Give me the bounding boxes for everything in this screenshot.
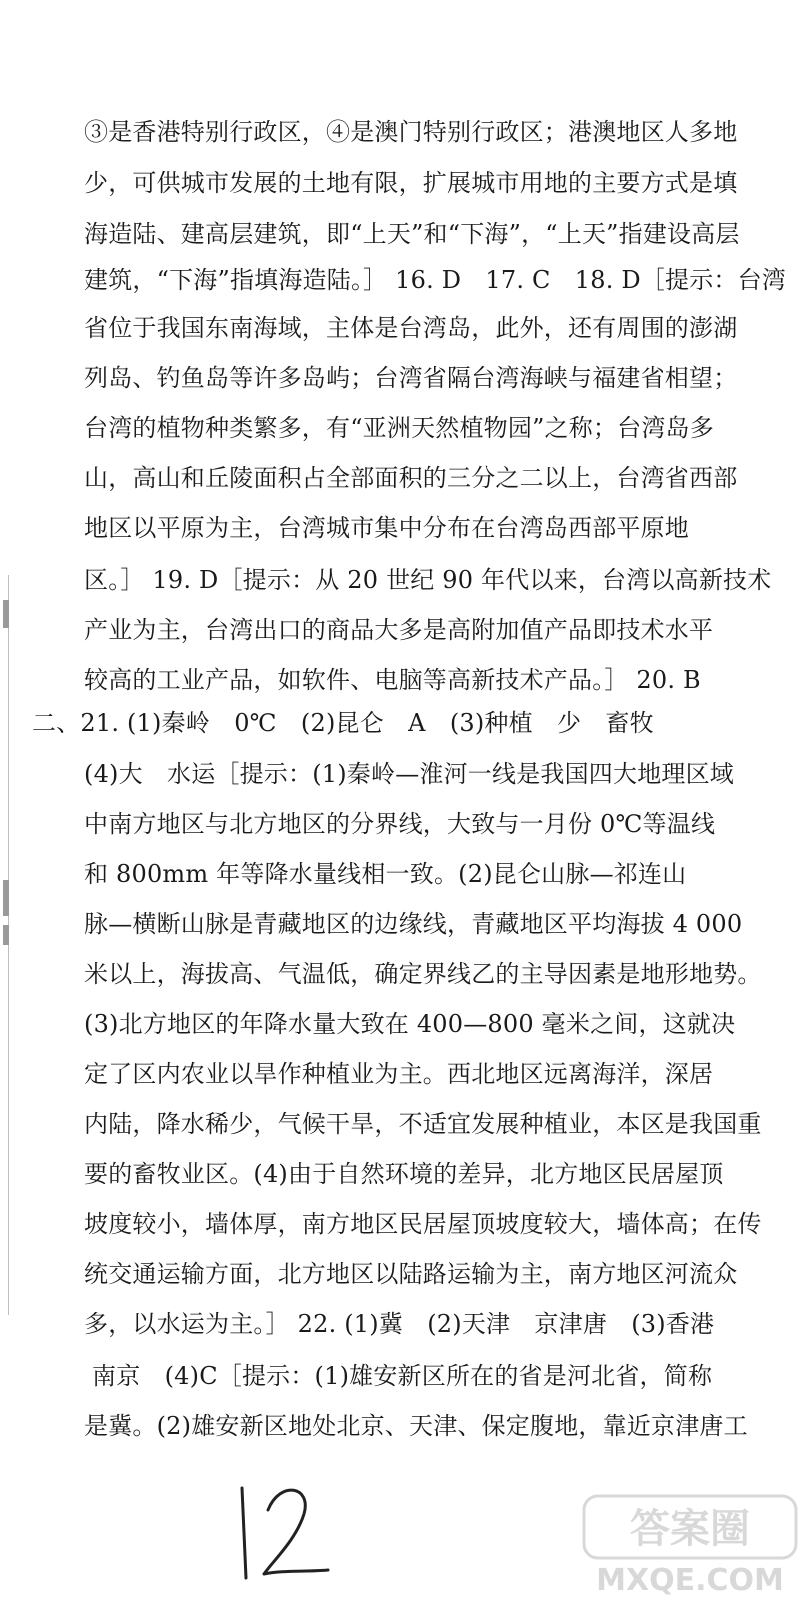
answer-text-line: 坡度较小，墙体厚，南方地区民居屋顶坡度较大，墙体高；在传 [84,1210,762,1238]
answer-text-line: 米以上，海拔高、气温低，确定界线乙的主导因素是地形地势。 [84,960,762,988]
answer-text-line: (4)大 水运［提示：(1)秦岭—淮河一线是我国四大地理区域 [84,760,734,788]
answer-text-line: 脉—横断山脉是青藏地区的边缘线，青藏地区平均海拔 4 000 [84,910,743,938]
answer-text-line: ③是香港特别行政区，④是澳门特别行政区；港澳地区人多地 [84,118,738,146]
answer-text-line: 南京 (4)C［提示：(1)雄安新区所在的省是河北省，简称 [92,1362,713,1390]
answer-text-line: 海造陆、建高层建筑，即“上天”和“下海”，“上天”指建设高层 [84,220,740,248]
answer-text-line: 定了区内农业以旱作种植业为主。西北地区远离海洋，深居 [84,1060,714,1088]
watermark-logo [580,1490,800,1600]
answer-text-line: 建筑，“下海”指填海造陆。］ 16. D 17. C 18. D［提示：台湾 [84,266,787,294]
margin-mark [3,880,9,916]
answer-text-line: 山，高山和丘陵面积占全部面积的三分之二以上，台湾省西部 [84,464,738,492]
answer-text-line: 是冀。(2)雄安新区地处北京、天津、保定腹地，靠近京津唐工 [84,1412,748,1440]
margin-mark [3,925,9,945]
watermark-logo-text: 答案圈 [630,1506,750,1552]
answer-text-line: 省位于我国东南海域，主体是台湾岛，此外，还有周围的澎湖 [84,314,738,342]
answer-text-line: 列岛、钓鱼岛等许多岛屿；台湾省隔台湾海峡与福建省相望； [84,364,738,392]
answer-text-line: 要的畜牧业区。(4)由于自然环境的差异，北方地区民居屋顶 [84,1160,724,1188]
margin-mark [3,600,9,628]
answer-text-line: (3)北方地区的年降水量大致在 400—800 毫米之间，这就决 [84,1010,736,1038]
answer-text-line: 较高的工业产品，如软件、电脑等高新技术产品。］ 20. B [84,666,701,694]
answer-text-line: 二、21. (1)秦岭 0℃ (2)昆仑 A (3)种植 少 畜牧 [32,709,654,737]
answer-text-line: 内陆，降水稀少，气候干旱，不适宜发展种植业，本区是我国重 [84,1110,762,1138]
answer-text-line: 产业为主，台湾出口的商品大多是高附加值产品即技术水平 [84,616,714,644]
answer-text-line: 和 800mm 年等降水量线相一致。(2)昆仑山脉—祁连山 [84,860,687,888]
handwritten-page-number [220,1470,340,1590]
watermark-url-text: MXQE.COM [596,1563,784,1598]
answer-text-line: 少，可供城市发展的土地有限，扩展城市用地的主要方式是填 [84,169,738,197]
answer-text-line: 多，以水运为主。］ 22. (1)冀 (2)天津 京津唐 (3)香港 [84,1310,715,1338]
answer-text-line: 台湾的植物种类繁多，有“亚洲天然植物园”之称；台湾岛多 [84,414,714,442]
binding-margin-line [8,575,9,1315]
answer-text-line: 中南方地区与北方地区的分界线，大致与一月份 0℃等温线 [84,810,716,838]
answer-text-line: 区。］ 19. D［提示：从 20 世纪 90 年代以来，台湾以高新技术 [84,566,772,594]
answer-text-line: 地区以平原为主，台湾城市集中分布在台湾岛西部平原地 [84,514,689,542]
answer-text-line: 统交通运输方面，北方地区以陆路运输为主，南方地区河流众 [84,1260,738,1288]
